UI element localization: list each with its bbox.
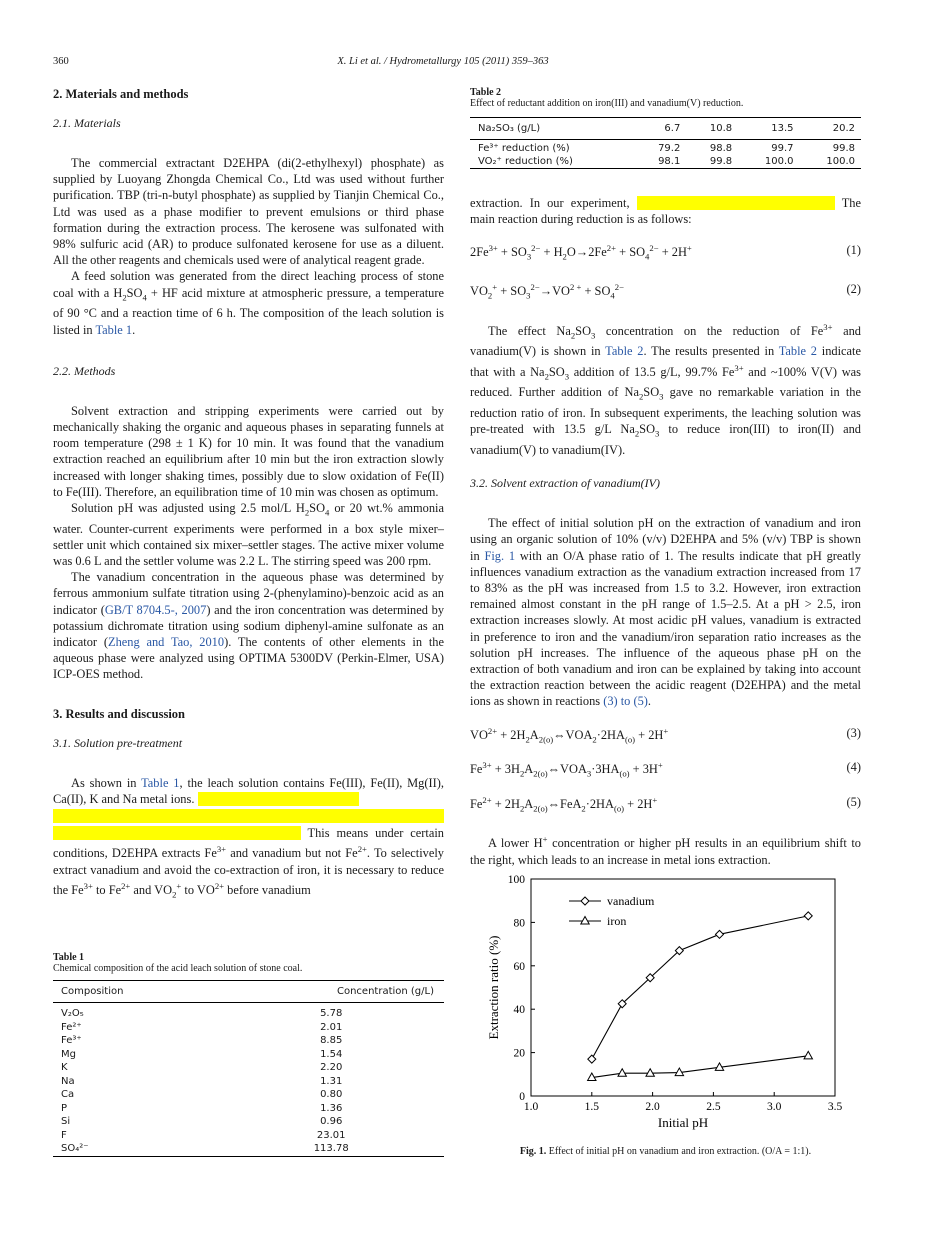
legend-marker-vanadium	[581, 897, 589, 905]
table1-link-2[interactable]: Table 1	[141, 775, 180, 790]
materials-paragraph-2: A feed solution was generated from the direct leaching process of stone coal with a $H_2SO_4$ + HF acid mixture at atmospheric pressure, a temperature of 90 °C and a reaction time of 6 h. The composition of the leach solution is listed in Table 1.	[53, 269, 444, 337]
pretreatment-paragraph: As shown in Table 1, the leach solution contains Fe(III), Fe(II), Mg(II), Ca(II), K and Na metal ions. This means under certain conditions, D2EHPA extracts $Fe^{3+}$ and vanadium but not $Fe^{2+}$. To selectively extract vanadium and avoid the co-extraction of iron, it is necessary to reduce the $Fe^{3+}$ to $Fe^{2+}$ and $VO_2^+$ to $VO^{2+}$ before vanadium	[53, 775, 444, 900]
table-2-header-4: 20.2	[832, 123, 855, 134]
legend-marker-iron	[581, 917, 589, 925]
table-1-concentration: 5.78	[320, 1008, 343, 1019]
table1-link[interactable]: Table 1	[95, 322, 133, 337]
data-point-vanadium	[588, 1055, 596, 1063]
table-1-concentration: 1.31	[320, 1075, 343, 1087]
table-2-header-1: 6.7	[664, 123, 681, 134]
table-1-component: Mg	[61, 1048, 76, 1060]
table-2-cell: 98.1	[658, 156, 681, 167]
table-2-header-3: 13.5	[771, 123, 794, 134]
table-1	[53, 980, 444, 1157]
table-2-cell: Fe³⁺ reduction (%)	[478, 143, 570, 154]
table-1-col-composition: Composition	[61, 986, 124, 997]
y-tick-label: 60	[513, 960, 525, 973]
table-1-concentration: 0.96	[320, 1116, 343, 1127]
equation-1: $2Fe^{3+} + SO_3^{2-} + H_2O\to 2Fe^{2+} + SO_4^{2-} + 2H^+$ (1)	[470, 243, 861, 262]
table-2-cell: 99.8	[832, 143, 855, 154]
x-tick-label: 1.0	[523, 1101, 539, 1113]
journal-citation: X. Li et al. / Hydrometallurgy 105 (2011) 359–363	[337, 56, 549, 67]
table-row	[470, 155, 861, 169]
reactions-link[interactable]: (3) to (5)	[603, 694, 648, 709]
equation-2: $VO_2^+ + SO_3^{2-}\to VO^{2 +} + SO_4^{2-}$ (2)	[470, 282, 861, 301]
reduction-paragraph-2: The effect $Na_2SO_3$ concentration on the reduction of $Fe^{3+}$ and vanadium(V) is shown in Table 2. The results presented in Table 2 indicate that with a $Na_2SO_3$ addition of 13.5 g/L, 99.7% $Fe^{3+}$ and ~100% V(V) was reduced. Further addition of $Na_2SO_3$ gave no remarkable variation in the reduction ratio of iron. In subsequent experiments, the leaching solution was pre-treated with 13.5 g/L $Na_2SO_3$ to reduce iron(III) to iron(II) and vanadium(V) to vanadium(IV).	[470, 321, 861, 457]
data-point-iron	[804, 1051, 812, 1059]
equilibrium-paragraph: A lower H+ concentration or higher pH results in an equilibrium shift to the right, which leads to an increase in metal ions extraction.	[470, 834, 861, 867]
table-row	[53, 1102, 444, 1116]
y-tick-label: 40	[513, 1004, 525, 1017]
table-row	[53, 1003, 444, 1021]
table-row	[53, 1142, 444, 1156]
data-point-iron	[646, 1069, 654, 1077]
table-1-caption: Chemical composition of the acid leach solution of stone coal.	[53, 963, 303, 974]
series-line-vanadium	[592, 916, 808, 1059]
table-row	[53, 1034, 444, 1048]
table-row	[53, 1061, 444, 1075]
table-1-concentration: 113.78	[313, 1143, 349, 1154]
x-tick-label: 3.0	[767, 1101, 782, 1113]
table-1-component: SO₄²⁻	[61, 1143, 89, 1154]
right-column	[470, 87, 861, 868]
table-2-label: Table 2	[470, 87, 502, 98]
x-tick-label: 2.5	[706, 1101, 721, 1113]
highlight-redaction-3	[637, 196, 835, 210]
x-axis-label: Initial pH	[657, 1115, 709, 1130]
table-1-col-concentration: Concentration (g/L)	[336, 986, 434, 997]
table2-link-2[interactable]: Table 2	[778, 344, 818, 359]
highlight-redaction	[198, 792, 359, 806]
figure-1	[470, 868, 861, 1168]
table-row	[53, 1075, 444, 1089]
section-2-2-title: 2.2. Methods	[53, 363, 116, 378]
table-1-concentration: 1.54	[320, 1048, 343, 1060]
table-1-component: Fe²⁺	[61, 1021, 82, 1033]
methods-paragraph-1: Solvent extraction and stripping experiments were carried out by mechanically shaking the organic and aqueous phases in separating funnels at room temperature (298 ± 1 K) for 10 min. It was found that the vanadium extraction reached an equilibrium after 10 min but the iron extraction slowly increased with longer shaking times, possibly due to slow oxidation of Fe(II) to Fe(III). Therefore, an equilibration time of 10 min was chosen as optimum.	[53, 403, 444, 499]
table-2	[470, 117, 861, 169]
methods-paragraph-3: The vanadium concentration in the aqueous phase was determined by ferrous ammonium sulfate titration using 2-(phenylamino)-benzoic acid as an indicator (GB/T 8704.5-, 2007) and the iron concentration was determined by potassium dichromate titration using sodium diphenyl-amine sulfonate as an indicator (Zheng and Tao, 2010). The contents of other elements in the aqueous phase were analyzed using OPTIMA 5300DV (Perkin-Elmer, USA) ICP-OES method.	[53, 570, 445, 682]
table-1-concentration: 2.20	[320, 1062, 343, 1073]
extraction-paragraph: The effect of initial solution pH on the extraction of vanadium and iron using an organic solution of 10% (v/v) D2EHPA and 5% (v/v) TBP is shown in Fig. 1 with an O/A phase ratio of 1. The results indicate that pH greatly influences vanadium extraction as the vanadium extraction increased from 17 to 83% as the pH was increased from 1.5 to 3.2. However, iron extraction remained almost constant in the pH range of 1.5–2.5. At a pH > 2.5, iron extraction increases slowly. At most acidic pH values, vanadium is extracted in preference to iron and the vanadium/iron separation ratio increases as the solution pH increases. The influence of the aqueous phase pH on the extraction of both vanadium and iron can be explained by taking into account the extraction reaction between the acidic reagent (D2EHPA) and the metal ions as shown in reactions (3) to (5).	[470, 516, 861, 709]
table-1-concentration: 2.01	[320, 1021, 343, 1033]
y-tick-label: 80	[513, 917, 525, 930]
equation-5: $Fe^{2+}$ + $2H_2A_{2(o)}\Leftrightarrow FeA_2\cdot 2HA_{(o)} + 2H^+$ (5)	[470, 794, 861, 814]
table-1-component: Ca	[61, 1089, 75, 1100]
x-tick-label: 1.5	[584, 1101, 599, 1113]
table-1-component: P	[61, 1102, 68, 1114]
table-2-caption: Effect of reductant addition on iron(III) and vanadium(V) reduction.	[470, 98, 744, 109]
data-point-vanadium	[715, 930, 723, 938]
reduction-paragraph-1: extraction. In our experiment, The main reaction during reduction is as follows:	[470, 196, 861, 227]
table-1-concentration: 1.36	[320, 1102, 343, 1114]
table-2-cell: 98.8	[709, 143, 733, 154]
table-1-component: K	[61, 1062, 68, 1073]
table-2-cell: 100.0	[764, 156, 794, 167]
plot-frame	[531, 879, 835, 1096]
zheng-tao-link[interactable]: Zheng and Tao, 2010	[108, 635, 225, 650]
table-2-cell: 99.7	[771, 143, 794, 154]
y-tick-label: 0	[519, 1091, 525, 1103]
table-1-component: Na	[61, 1075, 75, 1087]
highlight-redaction-line	[53, 809, 444, 823]
table-1-component: F	[61, 1129, 67, 1141]
section-3-2-title: 3.2. Solvent extraction of vanadium(IV)	[470, 476, 660, 491]
methods-paragraph-2: Solution pH was adjusted using 2.5 mol/L $H_2SO_4$ or 20 wt.% ammonia water. Counter-current experiments were performed in a box style mixer–settler unit which contained six mixer–settler stages. The active mixer volume was 0.6 L and the settler volume was 2.2 L. The stirring speed was 200 rpm.	[53, 500, 444, 568]
table-row	[470, 140, 861, 156]
table-1-block	[53, 952, 444, 1157]
equation-3: $VO^{2+}$ + $2H_2A_{2(o)}\Leftrightarrow VOA_2\cdot 2HA_{(o)} + 2H^+$ (3)	[470, 725, 861, 745]
page-number: 360	[53, 56, 69, 67]
table-row	[53, 1021, 444, 1035]
figure-1-caption: Fig. 1. Effect of initial pH on vanadium and iron extraction. (O/A = 1:1).	[519, 1146, 812, 1157]
table-row	[53, 1115, 444, 1129]
x-tick-label: 2.0	[645, 1101, 660, 1113]
table-2-cell: 79.2	[658, 143, 681, 154]
table-2-cell: VO₂⁺ reduction (%)	[478, 156, 573, 167]
section-3-title: 3. Results and discussion	[53, 706, 185, 721]
table-1-component: Fe³⁺	[61, 1035, 82, 1046]
left-column	[53, 87, 444, 903]
section-2-title: 2. Materials and methods	[53, 87, 189, 101]
table-row	[53, 1048, 444, 1062]
legend-label-iron: iron	[607, 914, 627, 928]
highlight-redaction-2	[53, 826, 301, 840]
table-row	[53, 1129, 444, 1143]
x-tick-label: 3.5	[827, 1101, 843, 1113]
table-1-component: V₂O₅	[61, 1008, 84, 1019]
table-1-label: Table 1	[53, 952, 85, 963]
y-tick-label: 20	[513, 1047, 525, 1060]
table-1-concentration: 8.85	[320, 1035, 343, 1046]
equation-4: $Fe^{3+}$ + $3H_2A_{2(o)}\Leftrightarrow VOA_3\cdot 3HA_{(o)} + 3H^+$ (4)	[470, 760, 861, 779]
y-axis-label: Extraction ratio (%)	[486, 935, 501, 1040]
table-1-concentration: 23.01	[316, 1129, 346, 1141]
section-3-1-title: 3.1. Solution pre-treatment	[53, 735, 183, 750]
fig1-link[interactable]: Fig. 1	[484, 548, 516, 563]
legend-label-vanadium: vanadium	[607, 894, 655, 908]
table2-link[interactable]: Table 2	[605, 344, 644, 359]
data-point-iron	[618, 1069, 626, 1077]
data-point-vanadium	[804, 912, 812, 920]
table-2-header-0: Na₂SO₃ (g/L)	[478, 123, 541, 134]
y-tick-label: 100	[507, 874, 525, 886]
section-2-1-title: 2.1. Materials	[53, 116, 121, 130]
table-1-component: Si	[61, 1116, 71, 1127]
table-row	[53, 1088, 444, 1102]
table-2-cell: 100.0	[826, 156, 855, 167]
extraction-chart	[470, 868, 861, 1140]
table-2-cell: 99.8	[709, 156, 733, 167]
materials-paragraph-1: The commercial extractant D2EHPA (di(2-ethylhexyl) phosphate) as supplied by Luoyang Zhongda Chemical Co., Ltd was used without further purification. TBP (tri-n-butyl phosphate) as supplied by Tianjin Chemical Co., Ltd was used as a phase modifier to prevent emulsions or third phase formation during the extraction process. The kerosene was sulfonated with 98% sulfuric acid (AR) to produce sulfonated kerosene for use as a diluent. All the other reagents and chemicals used were of analytical reagent grade.	[53, 156, 444, 268]
gb-standard-link[interactable]: GB/T 8704.5-, 2007	[104, 602, 207, 617]
table-2-header-2: 10.8	[709, 123, 733, 134]
table-1-concentration: 0.80	[320, 1089, 343, 1100]
